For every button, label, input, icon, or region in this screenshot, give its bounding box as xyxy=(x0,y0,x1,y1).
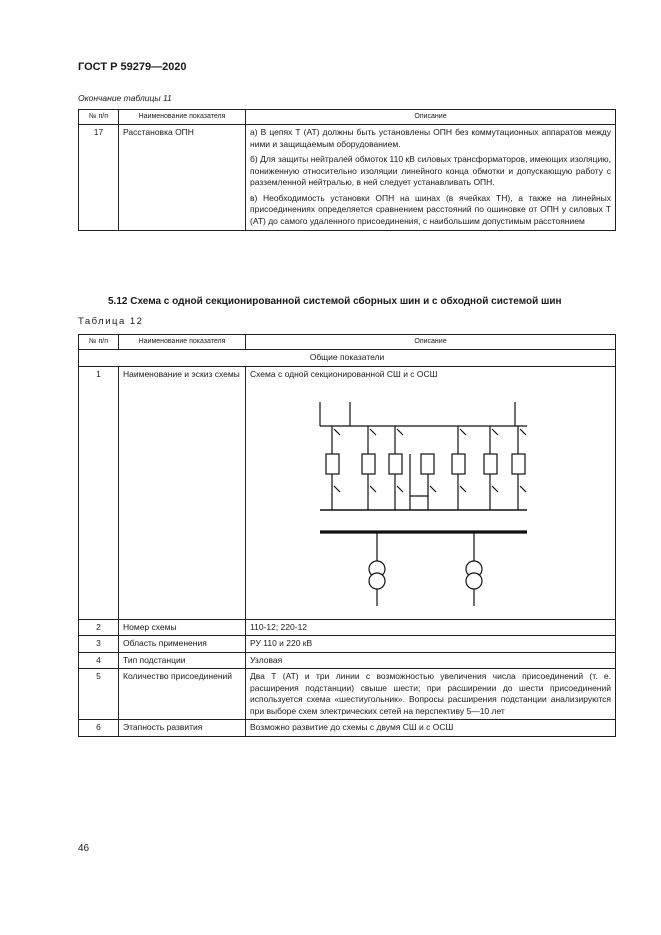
table-row xyxy=(79,720,616,737)
row-desc: РУ 110 и 220 кВ xyxy=(246,636,616,653)
row-name: Тип подстанции xyxy=(119,652,246,669)
table11-caption: Окончание таблицы 11 xyxy=(78,93,172,103)
col-header-name: Наименование показателя xyxy=(119,110,246,125)
table12-header-row xyxy=(79,335,616,350)
row-desc: Узловая xyxy=(246,652,616,669)
table-row xyxy=(79,619,616,636)
scheme-diagram xyxy=(250,382,540,612)
col-header-num: № п/п xyxy=(79,335,119,350)
col-header-desc: Описание xyxy=(246,110,616,125)
row-name: Количество присоединений xyxy=(119,669,246,720)
table-11 xyxy=(78,109,616,231)
row-num: 3 xyxy=(79,636,119,653)
table-row xyxy=(79,669,616,720)
table-row xyxy=(79,652,616,669)
row-num: 2 xyxy=(79,619,119,636)
row-name: Расстановка ОПН xyxy=(119,125,246,231)
table11-header-row xyxy=(79,110,616,125)
desc-paragraph-a: а) В цепях Т (АТ) должны быть установлены ОПН без коммутационных аппаратов между ними и защищаемым оборудованием. xyxy=(250,127,611,149)
row-name: Область применения xyxy=(119,636,246,653)
group-header: Общие показатели xyxy=(79,350,616,367)
row-desc: Возможно развитие до схемы с двумя СШ и с ОСШ xyxy=(246,720,616,737)
col-header-desc: Описание xyxy=(246,335,616,350)
row-num: 5 xyxy=(79,669,119,720)
table-row xyxy=(79,125,616,231)
desc-paragraph-c: в) Необходимость установки ОПН на шинах (в ячейках ТН), а также на линейных присоединениях определяется сравнением расстояний по ошиновке от ОПН у силовых Т (АТ) до самого удаленного присоединения, с наибольшим допустимым расстоянием xyxy=(250,192,611,226)
desc-paragraph-b: б) Для защиты нейтралей обмоток 110 кВ силовых трансформаторов, имеющих изоляцию, пониженную относительно изоляции линейного конца обмотки и допускающую работу с разземленной нейтралью, в ней следует устанавливать ОПН. xyxy=(250,154,611,187)
row-num: 1 xyxy=(79,366,119,619)
table12-label: Таблица 12 xyxy=(78,316,144,327)
group-header-row xyxy=(79,350,616,367)
row-name: Наименование и эскиз схемы xyxy=(119,366,246,619)
row-num: 17 xyxy=(79,125,119,231)
row-num: 6 xyxy=(79,720,119,737)
section-title: 5.12 Схема с одной секционированной системой сборных шин и с обходной системой шин xyxy=(108,296,562,307)
row-desc: Два Т (АТ) и три линии с возможностью увеличения числа присоединений (т. е. расширения подстанции) свыше шести; при расширении до шести присоединений используется схема «шестиугольник». Вопросы расширения подстанции анализируются при выборе схем электрических сетей на перспективу 5—10 лет xyxy=(246,669,616,720)
table-row xyxy=(79,366,616,619)
page-number: 46 xyxy=(78,843,90,854)
row-desc xyxy=(246,125,616,231)
row-name: Этапность развития xyxy=(119,720,246,737)
col-header-num: № п/п xyxy=(79,110,119,125)
table-row xyxy=(79,636,616,653)
table-12 xyxy=(78,334,616,737)
row-desc: 110-12; 220-12 xyxy=(246,619,616,636)
scheme-caption: Схема с одной секционированной СШ и с ОСШ xyxy=(250,368,438,379)
document-header: ГОСТ Р 59279—2020 xyxy=(78,61,187,73)
col-header-name: Наименование показателя xyxy=(119,335,246,350)
row-desc xyxy=(246,366,616,619)
row-num: 4 xyxy=(79,652,119,669)
row-name: Номер схемы xyxy=(119,619,246,636)
